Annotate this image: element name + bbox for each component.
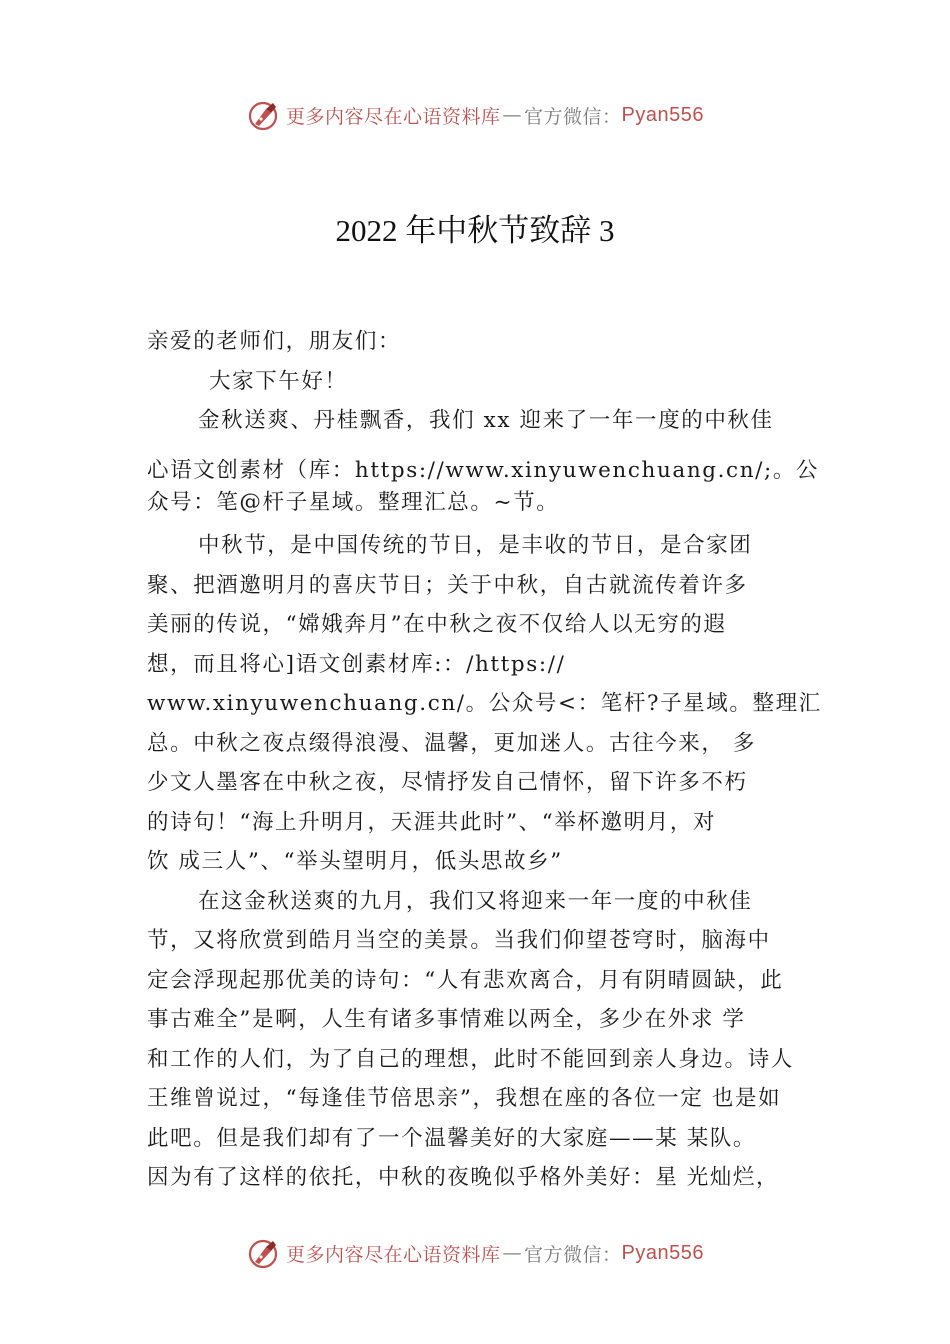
document-body (147, 322, 837, 1198)
body-line: 心语文创素材（库：https://www.xinyuwenchuang.cn/;。公 (147, 457, 820, 483)
body-line: 美丽的传说，“嫦娥奔月”在中秋之夜不仅给人以无穷的遐 (147, 612, 727, 637)
banner-wechat-id: Pyan556 (621, 103, 704, 126)
body-line: 饮 成三人”、“举头望明月，低头思故乡” (147, 849, 563, 874)
pen-nib-logo-icon (246, 1236, 280, 1270)
body-line: 总。中秋之夜点缀得浪漫、温馨，更加迷人。古往今来， 多 (147, 730, 757, 756)
pen-nib-logo-icon (246, 98, 280, 132)
body-line: www.xinyuwenchuang.cn/。公众号<：笔杆?子星域。整理汇 (147, 691, 822, 716)
header-banner (0, 95, 950, 135)
body-line: 金秋送爽、丹桂飘香，我们 xx 迎来了一年一度的中秋佳 (198, 408, 774, 433)
body-line: 大家下午好！ (209, 368, 348, 394)
body-line: 王维曾说过，“每逢佳节倍思亲”，我想在座的各位一定 也是如 (147, 1086, 782, 1111)
banner-wechat-id: Pyan556 (621, 1241, 704, 1264)
banner-wechat-label: 官方微信： (524, 1243, 622, 1266)
body-line: 节，又将欣赏到皓月当空的美景。当我们仰望苍穹时，脑海中 (147, 928, 771, 953)
banner-separator: — (502, 104, 523, 126)
body-line: 想，而且将心]语文创素材库:：/https:// (147, 651, 566, 677)
body-line: 和工作的人们，为了自己的理想，此时不能回到亲人身边。诗人 (147, 1046, 794, 1072)
footer-banner (0, 1233, 950, 1273)
body-line: 的诗句！“海上升明月，天涯共此时”、“举杯邀明月，对 (147, 809, 717, 835)
banner-wechat-label: 官方微信： (524, 105, 622, 128)
body-line: 在这金秋送爽的九月，我们又将迎来一年一度的中秋佳 (198, 888, 753, 914)
body-line: 定会浮现起那优美的诗句：“人有悲欢离合，月有阴晴圆缺，此 (147, 967, 784, 993)
banner-text: 更多内容尽在心语资料库 (286, 1243, 501, 1266)
body-line: 亲爱的老师们，朋友们： (147, 329, 402, 354)
body-line: 此吧。但是我们却有了一个温馨美好的大家庭——某 某队。 (147, 1125, 757, 1151)
body-line: 聚、把酒邀明月的喜庆节日；关于中秋，自古就流传着许多 (147, 572, 748, 598)
body-line: 中秋节，是中国传统的节日，是丰收的节日，是合家团 (198, 533, 753, 558)
body-line: 事古难全”是啊，人生有诸多事情难以两全，多少在外求 学 (147, 1007, 746, 1032)
body-line: 众号：笔@杆子星域。整理汇总。~节。 (147, 490, 560, 515)
document-title: 2022 年中秋节致辞 3 (335, 213, 615, 248)
banner-text: 更多内容尽在心语资料库 (286, 105, 501, 128)
body-line: 因为有了这样的依托，中秋的夜晚似乎格外美好：星 光灿烂， (147, 1165, 780, 1190)
banner-separator: — (502, 1242, 523, 1264)
body-line: 少文人墨客在中秋之夜，尽情抒发自己情怀，留下许多不朽 (147, 770, 748, 795)
